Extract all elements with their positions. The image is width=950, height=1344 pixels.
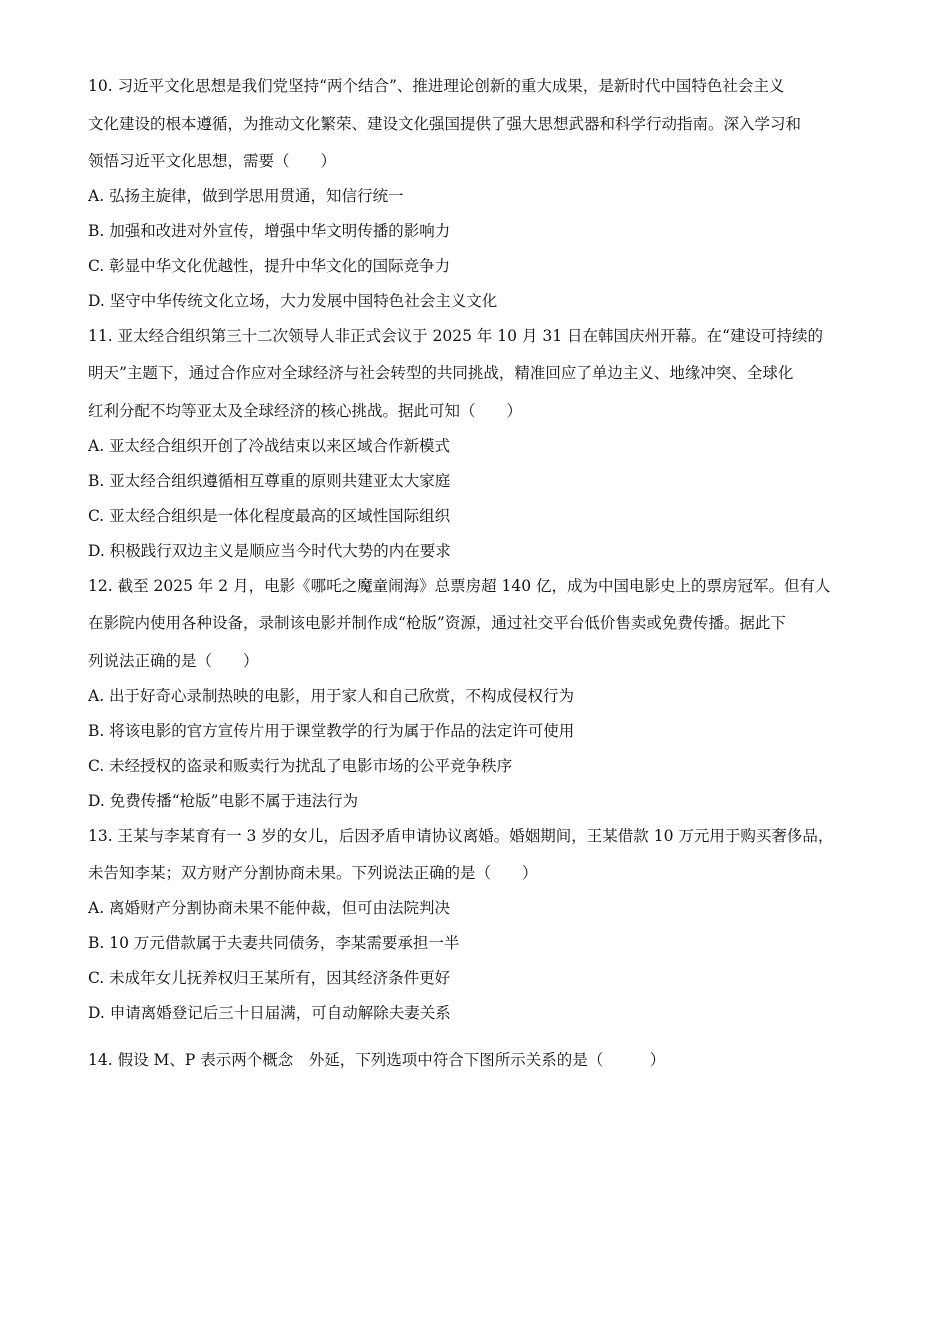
q13-stem-line-1: 13. 王某与李某育有一 3 岁的女儿，后因矛盾申请协议离婚。婚姻期间，王某借款 10 万元用于购买奢侈品， [88,827,834,845]
q10-stem-line-2: 文化建设的根本遵循，为推动文化繁荣、建设文化强国提供了强大思想武器和科学行动指南。深入学习和 [88,115,802,133]
q10-option-a: A. 弘扬主旋律，做到学思用贯通，知信行统一 [88,187,404,205]
q11-option-d: D. 积极践行双边主义是顺应当今时代大势的内在要求 [88,542,451,560]
q11-stem-line-3: 红利分配不均等亚太及全球经济的核心挑战。据此可知（ ） [88,402,523,420]
q10-stem-line-3: 领悟习近平文化思想，需要（ ） [88,152,337,170]
q11-stem-line-1: 11. 亚太经合组织第三十二次领导人非正式会议于 2025 年 10 月 31 日在韩国庆州开幕。在“建设可持续的 [88,327,823,345]
q13-option-a: A. 离婚财产分割协商未果不能仲裁，但可由法院判决 [88,899,451,917]
q13-stem-line-2: 未告知李某；双方财产分割协商未果。下列说法正确的是（ ） [88,864,538,882]
q11-option-b: B. 亚太经合组织遵循相互尊重的原则共建亚太大家庭 [88,472,451,490]
q12-stem-line-1: 12. 截至 2025 年 2 月，电影《哪吒之魔童闹海》总票房超 140 亿，成为中国电影史上的票房冠军。但有人 [88,577,831,595]
q13-option-b: B. 10 万元借款属于夫妻共同债务，李某需要承担一半 [88,934,460,952]
q13-option-d: D. 申请离婚登记后三十日届满，可自动解除夫妻关系 [88,1004,451,1022]
q12-option-c: C. 未经授权的盗录和贩卖行为扰乱了电影市场的公平竞争秩序 [88,757,513,775]
q12-stem-line-3: 列说法正确的是（ ） [88,652,259,670]
q14-stem-line-1: 14. 假设 M、P 表示两个概念 外延，下列选项中符合下图所示关系的是（ ） [88,1051,666,1069]
q10-stem-line-1: 10. 习近平文化思想是我们党坚持“两个结合”、推进理论创新的重大成果，是新时代中国特色社会主义 [88,77,785,95]
q11-stem-line-2: 明天”主题下，通过合作应对全球经济与社会转型的共同挑战，精准回应了单边主义、地缘冲突、全球化 [88,364,794,382]
q10-option-b: B. 加强和改进对外宣传，增强中华文明传播的影响力 [88,222,451,240]
q12-option-d: D. 免费传播“枪版”电影不属于违法行为 [88,792,359,810]
q13-option-c: C. 未成年女儿抚养权归王某所有，因其经济条件更好 [88,969,451,987]
q12-stem-line-2: 在影院内使用各种设备，录制该电影并制作成“枪版”资源，通过社交平台低价售卖或免费传播。据此下 [88,614,786,632]
q11-option-a: A. 亚太经合组织开创了冷战结束以来区域合作新模式 [88,437,451,455]
q12-option-a: A. 出于好奇心录制热映的电影，用于家人和自己欣赏，不构成侵权行为 [88,687,575,705]
q10-option-c: C. 彰显中华文化优越性，提升中华文化的国际竞争力 [88,257,451,275]
q10-option-d: D. 坚守中华传统文化立场，大力发展中国特色社会主义文化 [88,292,498,310]
q12-option-b: B. 将该电影的官方宣传片用于课堂教学的行为属于作品的法定许可使用 [88,722,575,740]
q11-option-c: C. 亚太经合组织是一体化程度最高的区域性国际组织 [88,507,451,525]
